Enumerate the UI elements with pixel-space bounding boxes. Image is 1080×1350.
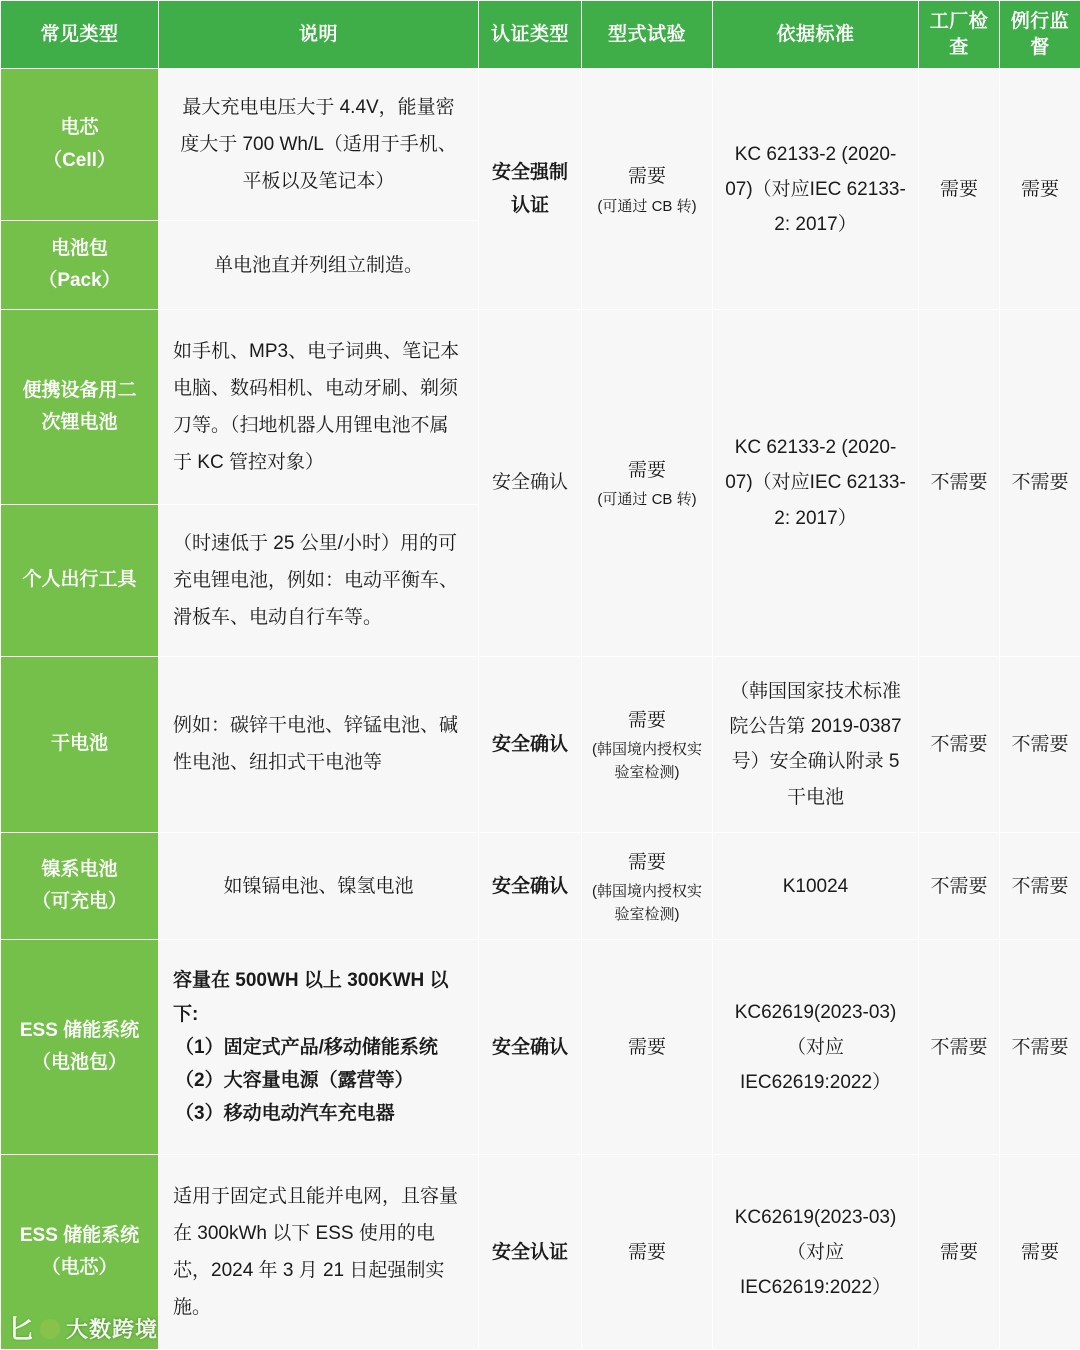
row-standard: KC 62133-2 (2020-07)（对应IEC 62133-2: 2017） bbox=[713, 69, 919, 310]
table-row bbox=[1, 940, 1080, 1155]
row-cert-type: 安全认证 bbox=[479, 1155, 582, 1350]
row-type-test: 需要 bbox=[582, 940, 713, 1155]
row-factory-check: 需要 bbox=[919, 69, 1000, 310]
list-item: （3）移动电动汽车充电器 bbox=[175, 1103, 395, 1125]
category-label-line2: （Cell） bbox=[43, 149, 116, 171]
row-description: （时速低于 25 公里/小时）用的可充电锂电池，例如：电动平衡车、滑板车、电动自行车等。 bbox=[159, 504, 479, 656]
row-category-personal-mobility bbox=[1, 504, 159, 656]
row-cert-type: 安全确认 bbox=[479, 310, 582, 656]
category-label-line1: 电芯 bbox=[60, 117, 99, 139]
row-description: 适用于固定式且能并电网，且容量在 300kWh 以下 ESS 使用的电芯，2024 年 3 月 21 日起强制实施。 bbox=[159, 1155, 479, 1350]
row-category-ess-cell bbox=[1, 1155, 159, 1350]
category-label-line1: 镍系电池 bbox=[41, 858, 118, 880]
type-test-main: 需要 bbox=[627, 710, 666, 732]
column-header-routine: 例行监督 bbox=[1000, 1, 1080, 69]
category-label-line2: （Pack） bbox=[38, 270, 121, 292]
row-cert-type: 安全强制认证 bbox=[479, 69, 582, 310]
row-description: 例如：碳锌干电池、锌锰电池、碱性电池、纽扣式干电池等 bbox=[159, 656, 479, 832]
row-routine-supervision: 不需要 bbox=[1000, 310, 1080, 656]
row-factory-check: 需要 bbox=[919, 1155, 1000, 1350]
category-label-line1: 个人出行工具 bbox=[22, 569, 137, 591]
row-cert-type: 安全确认 bbox=[479, 833, 582, 940]
row-description bbox=[159, 940, 479, 1155]
row-cert-type: 安全确认 bbox=[479, 656, 582, 832]
row-description: 最大充电电压大于 4.4V，能量密度大于 700 Wh/L（适用于手机、平板以及笔记本） bbox=[159, 69, 479, 221]
category-label-line2: （电池包） bbox=[31, 1052, 127, 1074]
row-category-nickel-battery bbox=[1, 833, 159, 940]
table-row bbox=[1, 69, 1080, 221]
category-label-line1: 便携设备用二 bbox=[22, 379, 137, 401]
type-test-main: 需要 bbox=[627, 852, 666, 874]
table-row bbox=[1, 310, 1080, 504]
row-category-dry-battery bbox=[1, 656, 159, 832]
row-standard: KC 62133-2 (2020-07)（对应IEC 62133-2: 2017） bbox=[713, 310, 919, 656]
column-header-description: 说明 bbox=[159, 1, 479, 69]
table-row bbox=[1, 656, 1080, 832]
row-factory-check: 不需要 bbox=[919, 656, 1000, 832]
row-description: 如手机、MP3、电子词典、笔记本电脑、数码相机、电动牙刷、剃须刀等。（扫地机器人用锂电池不属于 KC 管控对象） bbox=[159, 310, 479, 504]
column-header-standard: 依据标准 bbox=[713, 1, 919, 69]
type-test-note: (韩国境内授权实验室检测) bbox=[592, 883, 702, 923]
row-routine-supervision: 需要 bbox=[1000, 69, 1080, 310]
row-standard: （韩国国家技术标准院公告第 2019-0387 号）安全确认附录 5 干电池 bbox=[713, 656, 919, 832]
column-header-cert-type: 认证类型 bbox=[479, 1, 582, 69]
type-test-note: (可通过 CB 转) bbox=[597, 197, 697, 215]
row-routine-supervision: 不需要 bbox=[1000, 940, 1080, 1155]
watermark-logo-icon: 匕 bbox=[8, 1313, 35, 1344]
row-standard: KC62619(2023-03)（对应 IEC62619:2022） bbox=[713, 940, 919, 1155]
row-routine-supervision: 需要 bbox=[1000, 1155, 1080, 1350]
table-row bbox=[1, 1155, 1080, 1350]
row-category-pack bbox=[1, 221, 159, 310]
row-cert-type: 安全确认 bbox=[479, 940, 582, 1155]
table-row bbox=[1, 833, 1080, 940]
column-header-type: 常见类型 bbox=[1, 1, 159, 69]
row-category-ess-pack bbox=[1, 940, 159, 1155]
category-label-line2: 次锂电池 bbox=[41, 412, 118, 434]
table-header bbox=[1, 1, 1080, 69]
row-category-cell bbox=[1, 69, 159, 221]
category-label-line2: （可充电） bbox=[31, 891, 127, 913]
row-type-test bbox=[582, 69, 713, 310]
category-label-line2: （电芯） bbox=[41, 1257, 118, 1279]
type-test-main: 需要 bbox=[627, 460, 666, 482]
row-standard: K10024 bbox=[713, 833, 919, 940]
row-type-test bbox=[582, 833, 713, 940]
row-description: 单电池直并列组立制造。 bbox=[159, 221, 479, 310]
row-standard: KC62619(2023-03)（对应 IEC62619:2022） bbox=[713, 1155, 919, 1350]
column-header-factory-check: 工厂检查 bbox=[919, 1, 1000, 69]
row-category-portable-lithium bbox=[1, 310, 159, 504]
table-body bbox=[1, 69, 1080, 1350]
category-label-line1: ESS 储能系统 bbox=[19, 1224, 140, 1246]
ess-capacity-title: 容量在 500WH 以上 300KWH 以下: bbox=[173, 970, 449, 1025]
column-header-type-test: 型式试验 bbox=[582, 1, 713, 69]
category-label-line1: 电池包 bbox=[50, 237, 108, 259]
row-factory-check: 不需要 bbox=[919, 310, 1000, 656]
row-routine-supervision: 不需要 bbox=[1000, 656, 1080, 832]
row-description: 如镍镉电池、镍氢电池 bbox=[159, 833, 479, 940]
type-test-note: (韩国境内授权实验室检测) bbox=[592, 741, 702, 781]
row-type-test bbox=[582, 656, 713, 832]
category-label-line1: 干电池 bbox=[50, 733, 108, 755]
ess-item-list bbox=[173, 1031, 464, 1131]
type-test-note: (可通过 CB 转) bbox=[597, 491, 697, 509]
list-item: （1）固定式产品/移动储能系统 bbox=[175, 1036, 438, 1058]
category-label-line1: ESS 储能系统 bbox=[19, 1020, 140, 1042]
type-test-main: 需要 bbox=[627, 166, 666, 188]
row-type-test: 需要 bbox=[582, 1155, 713, 1350]
row-routine-supervision: 不需要 bbox=[1000, 833, 1080, 940]
row-factory-check: 不需要 bbox=[919, 833, 1000, 940]
row-type-test bbox=[582, 310, 713, 656]
list-item: （2）大容量电源（露营等） bbox=[175, 1070, 414, 1091]
row-factory-check: 不需要 bbox=[919, 940, 1000, 1155]
watermark-label: 大数跨境 bbox=[66, 1317, 159, 1342]
table-header-row bbox=[1, 1, 1080, 69]
